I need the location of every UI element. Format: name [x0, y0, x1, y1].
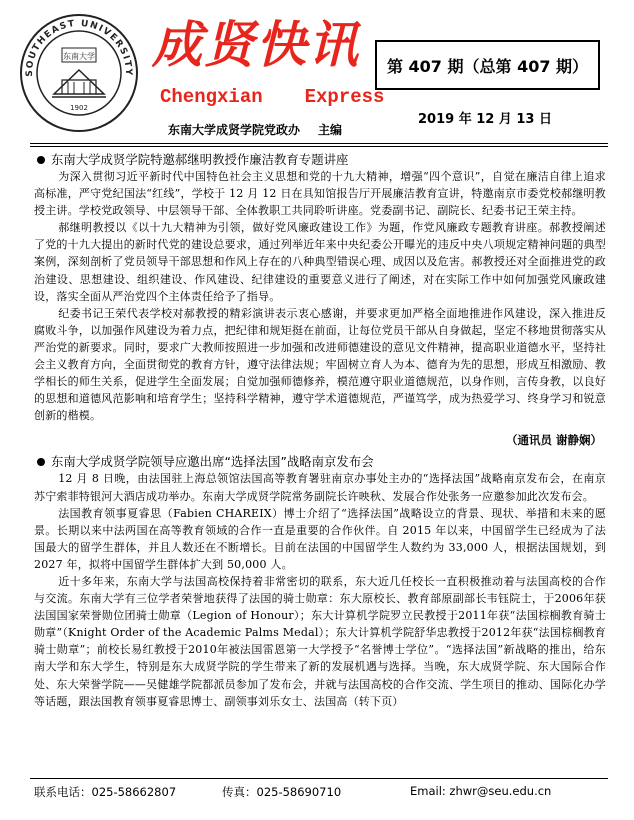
svg-text:1902: 1902 — [70, 104, 88, 112]
subtitle-word-2: Express — [304, 86, 385, 108]
publisher-name: 东南大学成贤学院党政办 — [168, 123, 301, 137]
issue-date: 2019 年 12 月 13 日 — [418, 112, 552, 127]
bullet-icon — [37, 156, 45, 164]
newsletter-title: 成贤快讯 — [152, 15, 360, 74]
contact-footer — [34, 784, 606, 804]
contact-phone: 联系电话：025-58662807 — [34, 785, 177, 799]
article-paragraph: 郝继明教授以《以十九大精神为引领，做好党风廉政建设工作》为题，作党风廉政专题教育讲座。郝教授阐述了党的十九大提出的新时代党的建设总要求，通过列举近年来中央纪委公开曝光的违反中央八项规定精神问题的典型案例，深刻剖析了党员领导干部思想和作风上存在的八种典型错误心理、成因以及危害。郝教授还对全面推进党的政治建设、思想建设、组织建设、作风建设、纪律建设的重要意义进行了阐述，对在实际工作中如何加强党风廉政建设，落实全面从严治党四个主体责任给予了指导。 — [34, 221, 606, 303]
article-heading-text: 东南大学成贤学院领导应邀出席“选择法国”战略南京发布会 — [51, 454, 374, 470]
article-heading-text: 东南大学成贤学院特邀郝继明教授作廉洁教育专题讲座 — [51, 152, 349, 167]
publisher-role: 主编 — [318, 123, 343, 137]
subtitle-word-1: Chengxian — [160, 86, 263, 108]
university-logo — [18, 12, 140, 134]
article-2 — [34, 453, 606, 709]
publisher-line — [168, 121, 342, 138]
article-paragraph: 近十多年来，东南大学与法国高校保持着非常密切的联系，东大近几任校长一直积极推动着与法国高校的合作与交流。东南大学有三位学者荣誉地获得了法国的骑士勋章：东大原校长、教育部原副部长韦钰院士，于2006年获法国国家荣誉勋位团骑士勋章（Legion of Honour）；东大计算机学院罗立民教授于2011年获“法国棕榈教育骑士勋章”（Knight Order of the Academic Palms Medal）；东大计算机学院舒华忠教授于2012年获“法国棕榈教育骑士勋章”；前校长易红教授于2010年被法国雷恩第一大学授予“名誉博士学位”。“选择法国”新战略的推出，给东南大学和东大学生，特别是东大成贤学院的学生带来了新的发展机遇与选择。当晚，东大成贤学院、东大国际合作处、东大荣誉学院——吴健雄学院都派员参加了发布会，并就与法国高校的合作交流、学生项目的推动、国际化办学等话题，跟法国教育领事夏睿思博士、副领事刘乐女士、法国高（转下页） — [34, 574, 606, 708]
contact-email[interactable]: Email: zhwr@seu.edu.cn — [410, 784, 552, 798]
contact-fax: 传真：025-58690710 — [222, 785, 342, 799]
article-byline: （通讯员 谢静娴） — [505, 433, 602, 448]
svg-text:东南大学: 东南大学 — [63, 52, 95, 61]
newsletter-body — [34, 151, 606, 710]
article-heading — [34, 453, 606, 470]
article-paragraph: 纪委书记王荣代表学校对郝教授的精彩演讲表示衷心感谢，并要求更加严格全面地推进作风建设，深入推进反腐败斗争，以加强作风建设为着力点，把纪律和规矩挺在前面，让每位党员干部从自身做起，坚定不移地贯彻落实从严治党的新要求。同时，要求广大教师按照进一步加强和改进师德建设的意见文件精神，提高职业道德水平，坚持社会主义教育方向，全面贯彻党的教育方针，遵守法律法规；牢固树立育人为本、德育为先的思想，形成互相激励、教学相长的师生关系，促进学生全面发展；自觉加强师德修养，模范遵守职业道德规范，以身作则，言传身教，以良好的思想和道德风范影响和培育学生；坚持科学精神，遵守学术道德规范，严谨笃学，成为热爱学习、终身学习和锐意创新的楷模。 — [34, 306, 606, 423]
footer-divider — [30, 778, 608, 779]
header-divider — [30, 143, 608, 144]
header-divider-secondary — [30, 146, 608, 147]
article-paragraph: 12 月 8 日晚，由法国驻上海总领馆法国高等教育署驻南京办事处主办的“选择法国”战略南京发布会，在南京苏宁索菲特银河大酒店成功举办。东南大学成贤学院常务副院长许映秋、发展合作处张务一应邀参加此次发布会。 — [34, 472, 606, 503]
article-1 — [34, 151, 606, 449]
svg-text:SOUTHEAST UNIVERSITY: SOUTHEAST UNIVERSITY — [24, 18, 134, 77]
article-heading — [34, 151, 606, 168]
issue-number: 第 407 期（总第 407 期） — [386, 56, 589, 76]
article-paragraph: 为深入贯彻习近平新时代中国特色社会主义思想和党的十九大精神，增强“四个意识”，自觉在廉洁自律上追求高标准，严守党纪国法“红线”，学校于 12 月 12 日在具知馆报告厅开展廉洁教育宣讲，特邀南京市委党校郝继明教授主讲。学校党政领导、中层领导干部、全体教职工共同聆听讲座。党委副书记、副院长、纪委书记王荣主持。 — [34, 170, 606, 218]
bullet-icon — [37, 458, 45, 466]
issue-number-box — [375, 40, 600, 90]
newsletter-subtitle — [160, 86, 385, 108]
article-paragraph: 法国教育领事夏睿思（Fabien CHAREIX）博士介绍了“选择法国”战略设立的背景、现状、举措和未来的愿景。长期以来中法两国在高等教育领域的合作一直是重要的合作伙伴。自 2015 年以来，中国留学生已经成为了法国最大的留学生群体，并且人数还在不断增长。目前在法国的中国留学生人数约为 33,000 人，根据法国规划，到 2027 年，拟将中国留学生群体扩大到 50,000 人。 — [34, 506, 606, 571]
